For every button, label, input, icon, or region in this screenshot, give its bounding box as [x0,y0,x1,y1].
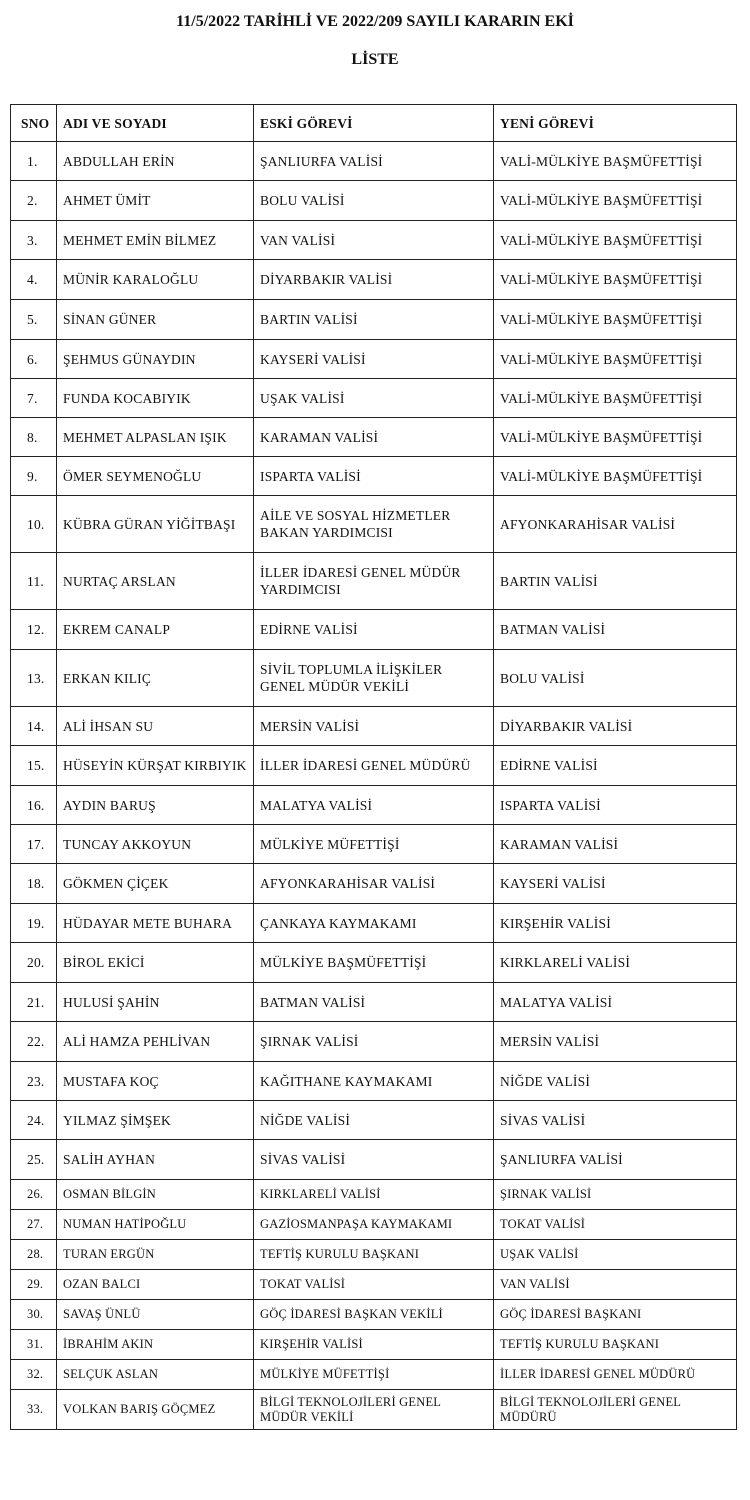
table-row [11,418,737,457]
old-position: MALATYA VALİSİ [254,786,494,825]
table-row [11,610,737,650]
row-number: 29. [11,1270,57,1300]
person-name: ABDULLAH ERİN [57,142,254,181]
row-number: 20. [11,943,57,983]
old-position: MÜLKİYE MÜFETTİŞİ [254,825,494,864]
new-position: MERSİN VALİSİ [494,1022,737,1062]
new-position: VALİ-MÜLKİYE BAŞMÜFETTİŞİ [494,418,737,457]
row-number: 13. [11,650,57,707]
table-row [11,1360,737,1390]
row-number: 32. [11,1360,57,1390]
old-position: BATMAN VALİSİ [254,983,494,1022]
new-position: VALİ-MÜLKİYE BAŞMÜFETTİŞİ [494,340,737,379]
table-row [11,1300,737,1330]
person-name: AYDIN BARUŞ [57,786,254,825]
person-name: ŞEHMUS GÜNAYDIN [57,340,254,379]
person-name: MÜNİR KARALOĞLU [57,260,254,300]
table-row [11,496,737,553]
table-row [11,300,737,340]
new-position: KAYSERİ VALİSİ [494,864,737,904]
table-row [11,1022,737,1062]
new-position: VALİ-MÜLKİYE BAŞMÜFETTİŞİ [494,457,737,496]
old-position: ISPARTA VALİSİ [254,457,494,496]
old-position: GÖÇ İDARESİ BAŞKAN VEKİLİ [254,1300,494,1330]
new-position: DİYARBAKIR VALİSİ [494,707,737,746]
table-row [11,553,737,610]
person-name: ALİ İHSAN SU [57,707,254,746]
new-position: SİVAS VALİSİ [494,1101,737,1140]
old-position: KAĞITHANE KAYMAKAMI [254,1062,494,1101]
row-number: 2. [11,181,57,221]
table-row [11,943,737,983]
person-name: NUMAN HATİPOĞLU [57,1210,254,1240]
table-body [11,142,737,1430]
row-number: 30. [11,1300,57,1330]
old-position: İLLER İDARESİ GENEL MÜDÜR YARDIMCISI [254,553,494,610]
old-position: VAN VALİSİ [254,221,494,260]
old-position: AFYONKARAHİSAR VALİSİ [254,864,494,904]
person-name: TURAN ERGÜN [57,1240,254,1270]
person-name: HULUSİ ŞAHİN [57,983,254,1022]
new-position: VALİ-MÜLKİYE BAŞMÜFETTİŞİ [494,142,737,181]
table-row [11,904,737,943]
person-name: BİROL EKİCİ [57,943,254,983]
row-number: 6. [11,340,57,379]
table-row [11,1210,737,1240]
new-position: VALİ-MÜLKİYE BAŞMÜFETTİŞİ [494,260,737,300]
document-title: 11/5/2022 TARİHLİ VE 2022/209 SAYILI KARARIN EKİ [176,13,574,30]
new-position: BİLGİ TEKNOLOJİLERİ GENEL MÜDÜRÜ [494,1390,737,1430]
new-position: TOKAT VALİSİ [494,1210,737,1240]
new-position: KIRKLARELİ VALİSİ [494,943,737,983]
table-row [11,1101,737,1140]
old-position: NİĞDE VALİSİ [254,1101,494,1140]
row-number: 24. [11,1101,57,1140]
table-row [11,1062,737,1101]
table-row [11,457,737,496]
row-number: 9. [11,457,57,496]
person-name: ALİ HAMZA PEHLİVAN [57,1022,254,1062]
old-position: MERSİN VALİSİ [254,707,494,746]
person-name: SALİH AYHAN [57,1140,254,1180]
new-position: VALİ-MÜLKİYE BAŞMÜFETTİŞİ [494,379,737,418]
person-name: GÖKMEN ÇİÇEK [57,864,254,904]
table-header-row [11,105,737,142]
new-position: KIRŞEHİR VALİSİ [494,904,737,943]
old-position: SİVİL TOPLUMLA İLİŞKİLER GENEL MÜDÜR VEKİLİ [254,650,494,707]
header-name: ADI VE SOYADI [57,105,254,142]
table-row [11,1390,737,1430]
person-name: EKREM CANALP [57,610,254,650]
old-position: BOLU VALİSİ [254,181,494,221]
row-number: 18. [11,864,57,904]
new-position: BARTIN VALİSİ [494,553,737,610]
new-position: İLLER İDARESİ GENEL MÜDÜRÜ [494,1360,737,1390]
person-name: SAVAŞ ÜNLÜ [57,1300,254,1330]
old-position: KIRKLARELİ VALİSİ [254,1180,494,1210]
new-position: ŞIRNAK VALİSİ [494,1180,737,1210]
person-name: HÜDAYAR METE BUHARA [57,904,254,943]
old-position: ÇANKAYA KAYMAKAMI [254,904,494,943]
person-name: VOLKAN BARIŞ GÖÇMEZ [57,1390,254,1430]
new-position: MALATYA VALİSİ [494,983,737,1022]
document-subtitle: LİSTE [351,51,399,68]
new-position: AFYONKARAHİSAR VALİSİ [494,496,737,553]
table-row [11,221,737,260]
new-position: BATMAN VALİSİ [494,610,737,650]
row-number: 26. [11,1180,57,1210]
new-position: VALİ-MÜLKİYE BAŞMÜFETTİŞİ [494,300,737,340]
row-number: 23. [11,1062,57,1101]
table-row [11,1180,737,1210]
new-position: ISPARTA VALİSİ [494,786,737,825]
row-number: 11. [11,553,57,610]
old-position: ŞIRNAK VALİSİ [254,1022,494,1062]
row-number: 14. [11,707,57,746]
old-position: İLLER İDARESİ GENEL MÜDÜRÜ [254,746,494,786]
old-position: ŞANLIURFA VALİSİ [254,142,494,181]
row-number: 5. [11,300,57,340]
row-number: 7. [11,379,57,418]
new-position: ŞANLIURFA VALİSİ [494,1140,737,1180]
header-new-position: YENİ GÖREVİ [494,105,737,142]
table-row [11,181,737,221]
new-position: BOLU VALİSİ [494,650,737,707]
appointment-table [10,104,737,1430]
new-position: VALİ-MÜLKİYE BAŞMÜFETTİŞİ [494,181,737,221]
row-number: 17. [11,825,57,864]
person-name: MEHMET EMİN BİLMEZ [57,221,254,260]
row-number: 16. [11,786,57,825]
person-name: SİNAN GÜNER [57,300,254,340]
row-number: 1. [11,142,57,181]
row-number: 10. [11,496,57,553]
person-name: YILMAZ ŞİMŞEK [57,1101,254,1140]
new-position: KARAMAN VALİSİ [494,825,737,864]
old-position: GAZİOSMANPAŞA KAYMAKAMI [254,1210,494,1240]
old-position: TOKAT VALİSİ [254,1270,494,1300]
row-number: 28. [11,1240,57,1270]
table-row [11,825,737,864]
person-name: HÜSEYİN KÜRŞAT KIRBIYIK [57,746,254,786]
header-sno: SNO [11,105,57,142]
person-name: SELÇUK ASLAN [57,1360,254,1390]
table-row [11,786,737,825]
table-row [11,1270,737,1300]
row-number: 15. [11,746,57,786]
old-position: TEFTİŞ KURULU BAŞKANI [254,1240,494,1270]
person-name: İBRAHİM AKIN [57,1330,254,1360]
table-row [11,864,737,904]
old-position: KARAMAN VALİSİ [254,418,494,457]
old-position: KIRŞEHİR VALİSİ [254,1330,494,1360]
old-position: BİLGİ TEKNOLOJİLERİ GENEL MÜDÜR VEKİLİ [254,1390,494,1430]
new-position: VAN VALİSİ [494,1270,737,1300]
table-row [11,1140,737,1180]
row-number: 33. [11,1390,57,1430]
table-row [11,260,737,300]
old-position: MÜLKİYE BAŞMÜFETTİŞİ [254,943,494,983]
new-position: VALİ-MÜLKİYE BAŞMÜFETTİŞİ [494,221,737,260]
old-position: BARTIN VALİSİ [254,300,494,340]
row-number: 27. [11,1210,57,1240]
old-position: UŞAK VALİSİ [254,379,494,418]
table-row [11,142,737,181]
table-row [11,746,737,786]
row-number: 22. [11,1022,57,1062]
table-row [11,707,737,746]
row-number: 3. [11,221,57,260]
person-name: ÖMER SEYMENOĞLU [57,457,254,496]
person-name: AHMET ÜMİT [57,181,254,221]
row-number: 4. [11,260,57,300]
header-old-position: ESKİ GÖREVİ [254,105,494,142]
table-row [11,650,737,707]
new-position: UŞAK VALİSİ [494,1240,737,1270]
person-name: OSMAN BİLGİN [57,1180,254,1210]
table-row [11,1240,737,1270]
row-number: 19. [11,904,57,943]
person-name: FUNDA KOCABIYIK [57,379,254,418]
new-position: NİĞDE VALİSİ [494,1062,737,1101]
old-position: EDİRNE VALİSİ [254,610,494,650]
row-number: 31. [11,1330,57,1360]
old-position: AİLE VE SOSYAL HİZMETLER BAKAN YARDIMCISI [254,496,494,553]
old-position: KAYSERİ VALİSİ [254,340,494,379]
new-position: GÖÇ İDARESİ BAŞKANI [494,1300,737,1330]
old-position: MÜLKİYE MÜFETTİŞİ [254,1360,494,1390]
person-name: KÜBRA GÜRAN YİĞİTBAŞI [57,496,254,553]
person-name: MUSTAFA KOÇ [57,1062,254,1101]
new-position: TEFTİŞ KURULU BAŞKANI [494,1330,737,1360]
table-row [11,983,737,1022]
table-row [11,379,737,418]
table-row [11,340,737,379]
row-number: 21. [11,983,57,1022]
table-row [11,1330,737,1360]
new-position: EDİRNE VALİSİ [494,746,737,786]
old-position: DİYARBAKIR VALİSİ [254,260,494,300]
person-name: OZAN BALCI [57,1270,254,1300]
person-name: TUNCAY AKKOYUN [57,825,254,864]
row-number: 25. [11,1140,57,1180]
person-name: ERKAN KILIÇ [57,650,254,707]
row-number: 8. [11,418,57,457]
old-position: SİVAS VALİSİ [254,1140,494,1180]
person-name: NURTAÇ ARSLAN [57,553,254,610]
row-number: 12. [11,610,57,650]
person-name: MEHMET ALPASLAN IŞIK [57,418,254,457]
